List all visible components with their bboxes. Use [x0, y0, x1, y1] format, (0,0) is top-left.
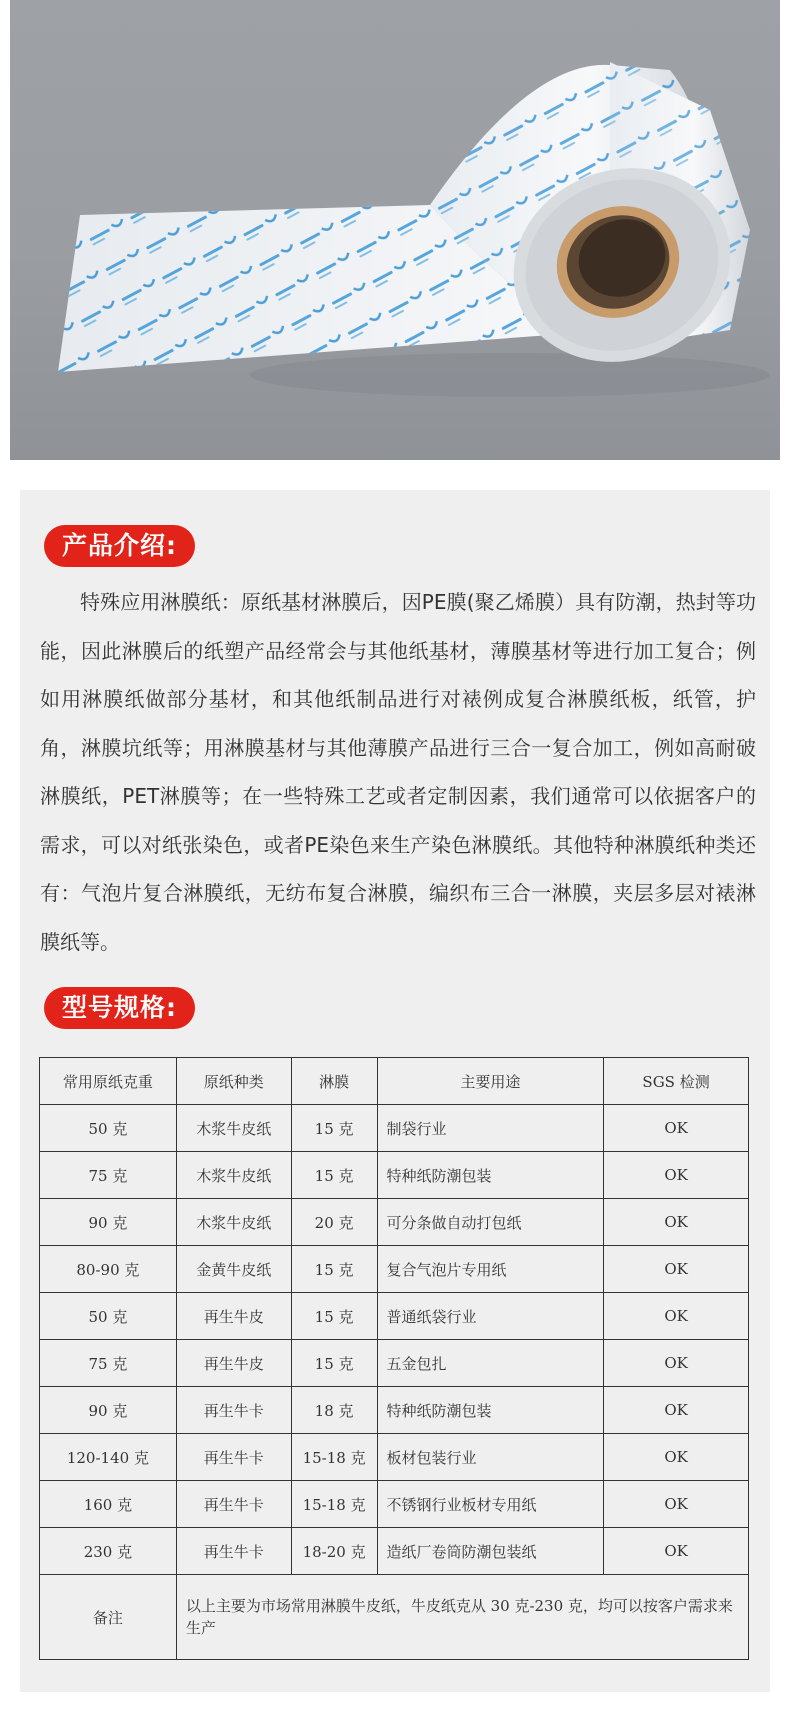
cell-weight: 90 克 [40, 1387, 177, 1434]
cell-sgs: OK [604, 1340, 749, 1387]
cell-paper-type: 再生牛卡 [176, 1387, 291, 1434]
cell-weight: 160 克 [40, 1481, 177, 1528]
cell-sgs: OK [604, 1387, 749, 1434]
cell-usage: 普通纸袋行业 [377, 1293, 604, 1340]
note-text: 以上主要为市场常用淋膜牛皮纸，牛皮纸克从 30 克-230 克，均可以按客户需求来生产 [176, 1575, 748, 1660]
cell-sgs: OK [604, 1481, 749, 1528]
cell-coating: 15 克 [291, 1152, 377, 1199]
table-row [40, 1246, 749, 1293]
cell-weight: 80-90 克 [40, 1246, 177, 1293]
cell-coating: 15-18 克 [291, 1481, 377, 1528]
cell-paper-type: 再生牛皮 [176, 1340, 291, 1387]
cell-usage: 可分条做自动打包纸 [377, 1199, 604, 1246]
cell-sgs: OK [604, 1434, 749, 1481]
cell-coating: 15 克 [291, 1105, 377, 1152]
cell-paper-type: 木浆牛皮纸 [176, 1152, 291, 1199]
cell-coating: 15-18 克 [291, 1434, 377, 1481]
cell-coating: 15 克 [291, 1246, 377, 1293]
content-panel [20, 490, 770, 1692]
spec-heading: 型号规格: [44, 987, 195, 1029]
header-coating: 淋膜 [291, 1058, 377, 1105]
cell-paper-type: 金黄牛皮纸 [176, 1246, 291, 1293]
header-sgs: SGS 检测 [604, 1058, 749, 1105]
cell-usage: 五金包扎 [377, 1340, 604, 1387]
coated-paper-roll-icon [10, 0, 780, 460]
cell-coating: 15 克 [291, 1293, 377, 1340]
table-row [40, 1481, 749, 1528]
cell-sgs: OK [604, 1199, 749, 1246]
table-row [40, 1199, 749, 1246]
cell-coating: 18 克 [291, 1387, 377, 1434]
note-row [40, 1575, 749, 1660]
cell-usage: 不锈钢行业板材专用纸 [377, 1481, 604, 1528]
table-row [40, 1152, 749, 1199]
cell-sgs: OK [604, 1528, 749, 1575]
cell-paper-type: 木浆牛皮纸 [176, 1199, 291, 1246]
cell-weight: 120-140 克 [40, 1434, 177, 1481]
cell-usage: 制袋行业 [377, 1105, 604, 1152]
table-row [40, 1340, 749, 1387]
table-header-row [40, 1058, 749, 1105]
cell-weight: 50 克 [40, 1105, 177, 1152]
table-row [40, 1387, 749, 1434]
cell-paper-type: 再生牛卡 [176, 1434, 291, 1481]
cell-paper-type: 木浆牛皮纸 [176, 1105, 291, 1152]
cell-weight: 75 克 [40, 1340, 177, 1387]
intro-description: 特殊应用淋膜纸：原纸基材淋膜后，因PE膜(聚乙烯膜）具有防潮，热封等功能，因此淋膜后的纸塑产品经常会与其他纸基材，薄膜基材等进行加工复合；例如用淋膜纸做部分基材，和其他纸制品进行对裱例成复合淋膜纸板，纸管，护角，淋膜坑纸等；用淋膜基材与其他薄膜产品进行三合一复合加工，例如高耐破淋膜纸，PET淋膜等；在一些特殊工艺或者定制因素，我们通常可以依据客户的需求，可以对纸张染色，或者PE染色来生产染色淋膜纸。其他特种淋膜纸种类还有：气泡片复合淋膜纸，无纺布复合淋膜，编织布三合一淋膜，夹层多层对裱淋膜纸等。 [40, 590, 756, 954]
intro-heading: 产品介绍: [44, 525, 195, 567]
cell-usage: 复合气泡片专用纸 [377, 1246, 604, 1293]
cell-weight: 90 克 [40, 1199, 177, 1246]
cell-coating: 18-20 克 [291, 1528, 377, 1575]
table-row [40, 1434, 749, 1481]
product-photo [10, 0, 780, 460]
table-row [40, 1528, 749, 1575]
cell-paper-type: 再生牛卡 [176, 1528, 291, 1575]
cell-usage: 特种纸防潮包装 [377, 1152, 604, 1199]
cell-coating: 20 克 [291, 1199, 377, 1246]
table-row [40, 1293, 749, 1340]
cell-coating: 15 克 [291, 1340, 377, 1387]
table-row [40, 1105, 749, 1152]
cell-paper-type: 再生牛卡 [176, 1481, 291, 1528]
cell-weight: 75 克 [40, 1152, 177, 1199]
cell-paper-type: 再生牛皮 [176, 1293, 291, 1340]
note-label: 备注 [40, 1575, 177, 1660]
cell-sgs: OK [604, 1152, 749, 1199]
spec-table [39, 1057, 749, 1660]
cell-weight: 230 克 [40, 1528, 177, 1575]
cell-sgs: OK [604, 1293, 749, 1340]
cell-sgs: OK [604, 1105, 749, 1152]
cell-usage: 造纸厂卷筒防潮包装纸 [377, 1528, 604, 1575]
cell-usage: 特种纸防潮包装 [377, 1387, 604, 1434]
header-paper-type: 原纸种类 [176, 1058, 291, 1105]
header-usage: 主要用途 [377, 1058, 604, 1105]
cell-usage: 板材包装行业 [377, 1434, 604, 1481]
header-weight: 常用原纸克重 [40, 1058, 177, 1105]
cell-weight: 50 克 [40, 1293, 177, 1340]
cell-sgs: OK [604, 1246, 749, 1293]
